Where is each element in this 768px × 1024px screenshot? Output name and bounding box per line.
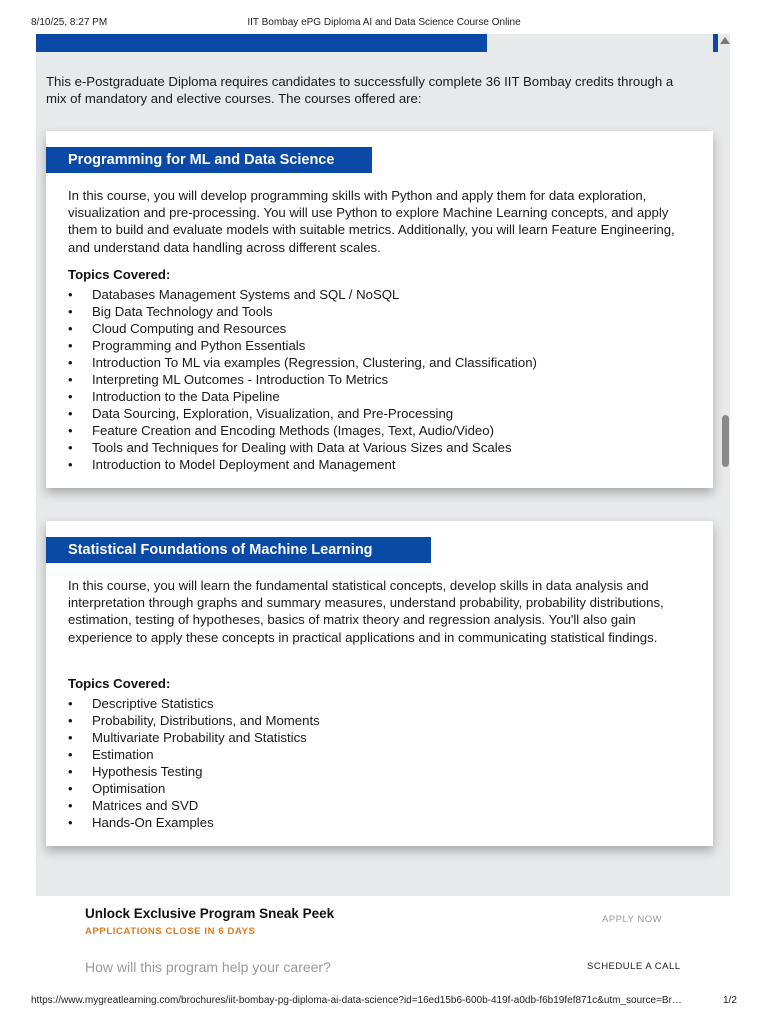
course-card-programming	[46, 131, 713, 488]
topic-item: • Big Data Technology and Tools	[68, 303, 537, 320]
print-date: 8/10/25, 8:27 PM	[31, 17, 108, 28]
header-accent-bar	[36, 34, 487, 52]
topic-item: • Introduction To ML via examples (Regression, Clustering, and Classification)	[68, 354, 537, 371]
topic-item: • Estimation	[68, 746, 320, 763]
scroll-up-arrow-icon[interactable]	[720, 37, 730, 44]
apply-now-button[interactable]: APPLY NOW	[602, 914, 663, 925]
career-question-link[interactable]: How will this program help your career?	[85, 959, 331, 975]
topic-item: • Programming and Python Essentials	[68, 337, 537, 354]
print-footer	[0, 994, 768, 1024]
topics-list	[68, 286, 537, 473]
course-description: In this course, you will develop programming skills with Python and apply them for data exploration, visualization and pre-processing. You will use Python to explore Machine Learning concepts, and apply them to build and evaluate models with suitable metrics. Additionally, you will learn Feature Engineering, and understand data handling across different scales.	[68, 188, 675, 255]
topic-item: • Optimisation	[68, 780, 320, 797]
topic-item: • Databases Management Systems and SQL / NoSQL	[68, 286, 537, 303]
deadline-badge: APPLICATIONS CLOSE IN 6 DAYS	[85, 926, 256, 937]
topic-item: • Introduction to the Data Pipeline	[68, 388, 537, 405]
course-description: In this course, you will learn the fundamental statistical concepts, develop skills in data analysis and interpretation through graphs and summary measures, understand probability, probability distributions, estimation, testing of hypotheses, basics of matrix theory and regression analysis. You'll also gain experience to apply these concepts in practical applications and in communicating statistical findings.	[68, 578, 664, 645]
topic-item: • Matrices and SVD	[68, 797, 320, 814]
print-header	[0, 0, 768, 34]
topic-item: • Interpreting ML Outcomes - Introduction To Metrics	[68, 371, 537, 388]
course-title: Programming for ML and Data Science	[46, 147, 372, 173]
topic-item: • Hypothesis Testing	[68, 763, 320, 780]
topic-item: • Probability, Distributions, and Moments	[68, 712, 320, 729]
print-url: https://www.mygreatlearning.com/brochures/iit-bombay-pg-diploma-ai-data-science?id=16ed15b6-600b-419f-a0db-f6b19fef871c&utm_source=Br…	[31, 995, 682, 1006]
topic-item: • Hands-On Examples	[68, 814, 320, 831]
cta-title: Unlock Exclusive Program Sneak Peek	[85, 906, 335, 921]
course-card-statistics	[46, 521, 713, 846]
topic-item: • Introduction to Model Deployment and Management	[68, 456, 537, 473]
intro-text: This e-Postgraduate Diploma requires candidates to successfully complete 36 IIT Bombay credits through a mix of mandatory and elective courses. The courses offered are:	[46, 74, 674, 106]
topic-item: • Feature Creation and Encoding Methods (Images, Text, Audio/Video)	[68, 422, 537, 439]
schedule-call-button[interactable]: SCHEDULE A CALL	[587, 961, 681, 972]
topic-item: • Descriptive Statistics	[68, 695, 320, 712]
topic-item: • Cloud Computing and Resources	[68, 320, 537, 337]
scrollbar-thumb[interactable]	[722, 415, 729, 467]
topic-item: • Data Sourcing, Exploration, Visualization, and Pre-Processing	[68, 405, 537, 422]
topics-label: Topics Covered:	[68, 267, 171, 282]
topics-list	[68, 695, 320, 831]
print-document-title: IIT Bombay ePG Diploma AI and Data Science Course Online	[247, 17, 521, 28]
sticky-cta-footer	[36, 896, 730, 994]
scroll-accent-bar	[713, 34, 718, 52]
brochure-page	[36, 34, 730, 994]
topic-item: • Multivariate Probability and Statistics	[68, 729, 320, 746]
course-title: Statistical Foundations of Machine Learning	[46, 537, 431, 563]
topic-item: • Tools and Techniques for Dealing with Data at Various Sizes and Scales	[68, 439, 537, 456]
topics-label: Topics Covered:	[68, 676, 171, 691]
page-number: 1/2	[723, 995, 737, 1006]
